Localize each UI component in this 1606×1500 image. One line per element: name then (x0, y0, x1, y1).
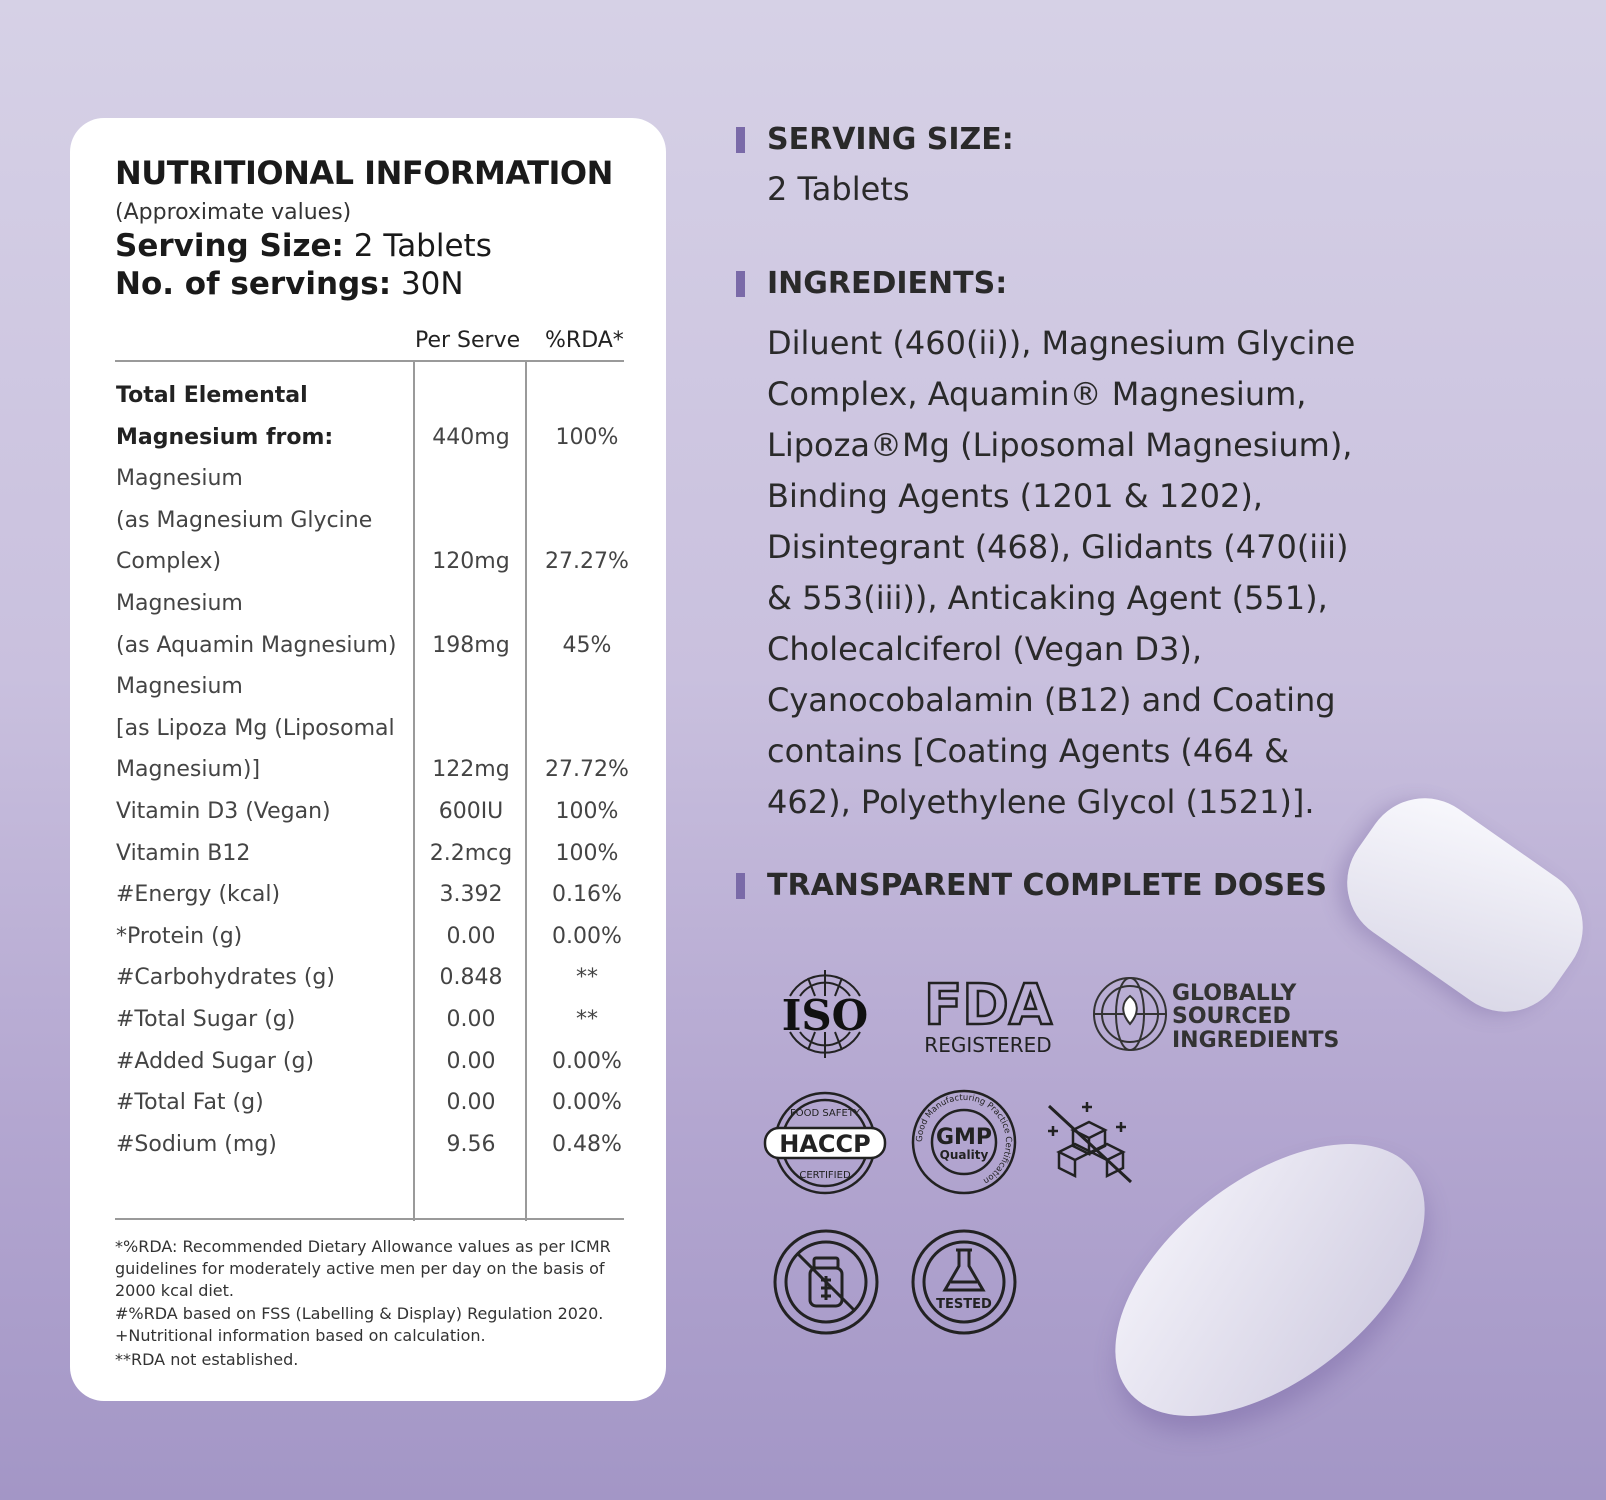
nutrition-panel (70, 118, 666, 1401)
ingredients-line: Binding Agents (1201 & 1202), (767, 477, 1263, 515)
ingredients-text (767, 318, 1355, 828)
nutrient-name: *Protein (g) (116, 923, 243, 949)
haccp-top-text: FOOD SAFETY (789, 1108, 861, 1119)
nutrient-per-serve: 0.00 (446, 923, 496, 949)
col-header-rda: %RDA* (545, 328, 624, 353)
nutrient-per-serve: 2.2mcg (429, 840, 513, 866)
nutrient-per-serve: 3.392 (439, 882, 503, 908)
global-text-3: INGREDIENTS (1172, 1028, 1340, 1053)
nutrient-rda: 0.16% (552, 882, 622, 908)
fda-text: FDA (923, 973, 1053, 1038)
lab-flask-icon (910, 1228, 1018, 1336)
nutrient-name: Magnesium (116, 674, 243, 700)
nutrient-rda: 0.48% (552, 1131, 622, 1157)
haccp-bottom-text: CERTIFIED (799, 1170, 851, 1181)
globe-leaf-icon (1090, 972, 1340, 1058)
section-marker (736, 127, 745, 153)
nutrient-name: Magnesium (116, 466, 243, 492)
no-sugar-cubes-icon (1045, 1100, 1135, 1186)
nutrient-name: #Total Fat (g) (116, 1090, 264, 1116)
nutrient-rda: 0.00% (552, 1090, 622, 1116)
servings-count-line (115, 266, 464, 302)
nutrient-rda: ** (576, 1007, 598, 1032)
nutrient-name: Complex) (116, 549, 222, 575)
nutrient-name: #Sodium (mg) (116, 1131, 277, 1157)
table-bottom-rule (115, 1218, 624, 1220)
tested-text: TESTED (936, 1297, 992, 1312)
nutrient-per-serve: 440mg (432, 424, 510, 450)
nutrient-per-serve: 600IU (438, 799, 504, 824)
serving-size-label: Serving Size: (115, 228, 344, 264)
ingredients-line: Diluent (460(ii)), Magnesium Glycine (767, 324, 1356, 362)
ingredients-line: & 553(iii)), Anticaking Agent (551), (767, 579, 1328, 617)
nutrient-per-serve: 0.848 (439, 965, 503, 991)
gmp-seal-icon (910, 1088, 1018, 1196)
haccp-seal-icon (763, 1090, 887, 1196)
nutrient-rda: 100% (555, 424, 619, 450)
nutrient-rda: 27.27% (545, 549, 629, 575)
footnote: **RDA not established. (115, 1350, 299, 1369)
nutrient-rda: 0.00% (552, 1048, 622, 1074)
nutrient-name: #Carbohydrates (g) (116, 965, 335, 991)
nutrient-per-serve: 0.00 (446, 1007, 496, 1032)
iso-text: ISO (781, 991, 869, 1040)
nutrient-name: #Energy (kcal) (116, 882, 281, 908)
nutrient-per-serve: 9.56 (446, 1131, 496, 1157)
nutrient-per-serve: 122mg (432, 757, 510, 783)
nutrient-rda: ** (576, 965, 598, 991)
serving-size-value: 2 Tablets (343, 228, 492, 264)
nutrient-per-serve: 198mg (432, 632, 510, 658)
nutrient-name: #Added Sugar (g) (116, 1048, 315, 1074)
nutrient-rda: 45% (562, 632, 612, 658)
fda-registered-text: REGISTERED (924, 1033, 1052, 1057)
ingredients-line: Cholecalciferol (Vegan D3), (767, 630, 1203, 668)
nutrient-name: Vitamin B12 (116, 840, 251, 866)
haccp-text: HACCP (779, 1130, 871, 1158)
no-preservative-bottle-icon (772, 1228, 880, 1336)
global-text-2: SOURCED (1172, 1004, 1291, 1029)
panel-title: NUTRITIONAL INFORMATION (115, 154, 613, 192)
nutrient-name: Total Elemental (116, 383, 308, 408)
footnote: #%RDA based on FSS (Labelling & Display) Regulation 2020. +Nutritional information based on calculation. (115, 1304, 604, 1345)
nutrient-name: Magnesium from: (116, 424, 334, 450)
ingredients-line: contains [Coating Agents (464 & (767, 732, 1290, 770)
section-marker (736, 873, 745, 899)
ingredients-line: Complex, Aquamin® Magnesium, (767, 375, 1307, 413)
nutrient-name: (as Magnesium Glycine (116, 507, 373, 533)
serving-size-heading: SERVING SIZE: (767, 122, 1014, 157)
footnote: *%RDA: Recommended Dietary Allowance values as per ICMR guidelines for moderately active men per day on the basis of 2000 kcal diet. (115, 1237, 611, 1300)
gmp-quality-text: Quality (939, 1148, 989, 1162)
nutrient-name: #Total Sugar (g) (116, 1007, 296, 1032)
nutrient-name: [as Lipoza Mg (Liposomal (116, 715, 395, 741)
global-text-1: GLOBALLY (1172, 981, 1297, 1006)
ingredients-line: Disintegrant (468), Glidants (470(iii) (767, 528, 1349, 566)
ingredients-line: 462), Polyethylene Glycol (1521)]. (767, 783, 1315, 821)
nutrient-per-serve: 0.00 (446, 1090, 496, 1116)
nutrient-name: Magnesium)] (116, 757, 261, 783)
nutrient-rda: 100% (555, 840, 619, 866)
nutrient-name: Vitamin D3 (Vegan) (116, 799, 331, 824)
ingredients-line: Lipoza®Mg (Liposomal Magnesium), (767, 426, 1353, 464)
nutrient-rda: 100% (555, 799, 619, 824)
table-top-rule (115, 360, 624, 362)
servings-count-label: No. of servings: (115, 266, 392, 302)
ingredients-heading: INGREDIENTS: (767, 266, 1008, 301)
gmp-ring-text: Good Manufacturing Practice Certification (914, 1092, 1014, 1186)
section-marker (736, 271, 745, 297)
col-header-per-serve: Per Serve (415, 328, 521, 353)
serving-size-line (115, 228, 492, 264)
nutrient-name: (as Aquamin Magnesium) (116, 632, 397, 658)
nutrient-rda: 27.72% (545, 757, 629, 783)
gmp-text: GMP (935, 1125, 993, 1150)
tablet-image (1324, 775, 1606, 1036)
approx-note: (Approximate values) (115, 200, 352, 225)
nutrient-per-serve: 120mg (432, 549, 510, 575)
fda-logo-icon (925, 972, 1055, 1058)
doses-heading: TRANSPARENT COMPLETE DOSES (767, 868, 1328, 903)
nutrient-rda: 0.00% (552, 923, 622, 949)
ingredients-line: Cyanocobalamin (B12) and Coating (767, 681, 1336, 719)
servings-count-value: 30N (391, 266, 464, 302)
nutrient-name: Magnesium (116, 591, 243, 616)
iso-globe-icon (770, 968, 880, 1060)
serving-size-text: 2 Tablets (767, 170, 910, 208)
nutrient-per-serve: 0.00 (446, 1048, 496, 1074)
